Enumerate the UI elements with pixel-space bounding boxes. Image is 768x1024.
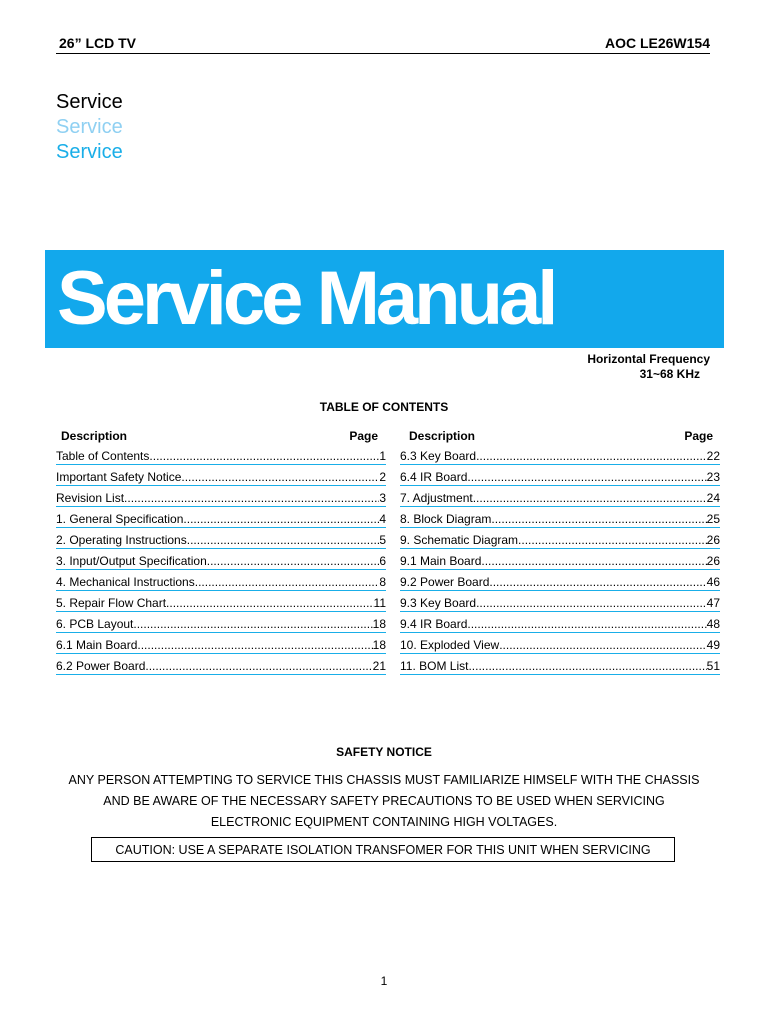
toc-entry-label: 9.2 Power Board — [400, 575, 490, 589]
toc-entry-label: Important Safety Notice — [56, 470, 182, 484]
toc-entry-label: 9.4 IR Board — [400, 617, 468, 631]
toc-entry-label: 9.3 Key Board — [400, 596, 477, 610]
toc-title: TABLE OF CONTENTS — [319, 400, 449, 414]
toc-entry-page: 5 — [379, 533, 386, 547]
toc-leader-dots — [499, 637, 706, 654]
service-manual-banner — [45, 250, 724, 348]
toc-entry-page: 11 — [373, 596, 386, 610]
service-label-blue: Service — [56, 141, 123, 163]
toc-leader-dots — [207, 553, 380, 570]
toc-entry-label: 1. General Specification — [56, 512, 184, 526]
toc-entry-link[interactable] — [400, 595, 720, 616]
toc-entry-link[interactable] — [56, 595, 386, 616]
toc-leader-dots — [133, 616, 372, 633]
toc-entry-link[interactable] — [56, 532, 386, 553]
toc-entry-link[interactable] — [400, 637, 720, 658]
toc-leader-dots — [195, 574, 380, 591]
toc-leader-dots — [518, 532, 707, 549]
safety-notice-text — [40, 770, 728, 833]
toc-entry-page: 25 — [706, 512, 720, 526]
toc-entry-page: 3 — [379, 491, 386, 505]
toc-entry-label: 6. PCB Layout — [56, 617, 134, 631]
toc-entry-link[interactable] — [400, 553, 720, 574]
toc-entry-link[interactable] — [400, 448, 720, 469]
toc-entry-page: 26 — [706, 554, 720, 568]
toc-entry-page: 6 — [379, 554, 386, 568]
horizontal-frequency-label: Horizontal Frequency — [587, 352, 710, 366]
toc-leader-dots — [473, 490, 707, 507]
safety-notice-title: SAFETY NOTICE — [336, 745, 432, 759]
caution-box: CAUTION: USE A SEPARATE ISOLATION TRANSFOMER FOR THIS UNIT WHEN SERVICING — [91, 837, 675, 862]
toc-entry-label: 6.2 Power Board — [56, 659, 146, 673]
toc-entry-label: 3. Input/Output Specification — [56, 554, 207, 568]
toc-entry-link[interactable] — [56, 574, 386, 595]
toc-entry-label: 4. Mechanical Instructions — [56, 575, 195, 589]
toc-entry-page: 46 — [706, 575, 720, 589]
toc-entry-page: 18 — [372, 638, 386, 652]
toc-entry-label: 5. Repair Flow Chart — [56, 596, 167, 610]
toc-entry-link[interactable] — [56, 553, 386, 574]
toc-entry-page: 18 — [372, 617, 386, 631]
toc-leader-dots — [149, 448, 379, 465]
toc-entry-link[interactable] — [400, 574, 720, 595]
toc-leader-dots — [481, 553, 706, 570]
toc-entry-label: Table of Contents — [56, 449, 150, 463]
toc-entry-link[interactable] — [400, 658, 720, 679]
toc-entry-link[interactable] — [400, 469, 720, 490]
safety-line: ANY PERSON ATTEMPTING TO SERVICE THIS CHASSIS MUST FAMILIARIZE HIMSELF WITH THE CHASSIS — [68, 773, 700, 787]
toc-description-header: Description — [409, 429, 476, 443]
toc-entry-page: 23 — [706, 470, 720, 484]
toc-leader-dots — [183, 511, 379, 528]
toc-entry-link[interactable] — [400, 532, 720, 553]
toc-leader-dots — [476, 595, 707, 612]
toc-leader-dots — [137, 637, 372, 654]
toc-page-header: Page — [349, 429, 378, 443]
toc-entry-page: 4 — [379, 512, 386, 526]
horizontal-frequency — [587, 352, 710, 382]
safety-line: ELECTRONIC EQUIPMENT CONTAINING HIGH VOLTAGES. — [210, 815, 558, 829]
toc-right-header — [400, 429, 720, 445]
toc-entry-link[interactable] — [400, 616, 720, 637]
toc-entry-link[interactable] — [400, 511, 720, 532]
service-label-black: Service — [56, 91, 123, 113]
toc-entry-link[interactable] — [56, 511, 386, 532]
document-header — [56, 35, 710, 54]
toc-entry-page: 26 — [706, 533, 720, 547]
toc-right-column — [400, 429, 720, 679]
banner-title: Service Manual — [57, 256, 555, 341]
toc-entry-page: 8 — [379, 575, 386, 589]
toc-leader-dots — [476, 448, 707, 465]
page-number: 1 — [380, 974, 388, 988]
toc-entry-label: 6.4 IR Board — [400, 470, 468, 484]
safety-line: AND BE AWARE OF THE NECESSARY SAFETY PRECAUTIONS TO BE USED WHEN SERVICING — [103, 794, 665, 808]
service-label-light-blue: Service — [56, 116, 123, 138]
toc-entry-label: 2. Operating Instructions — [56, 533, 187, 547]
toc-entry-link[interactable] — [400, 490, 720, 511]
toc-entry-label: 9. Schematic Diagram — [400, 533, 519, 547]
toc-entry-label: 8. Block Diagram — [400, 512, 492, 526]
toc-entry-page: 2 — [379, 470, 386, 484]
toc-leader-dots — [145, 658, 372, 675]
toc-leader-dots — [181, 469, 379, 486]
toc-entry-label: 9.1 Main Board — [400, 554, 482, 568]
header-model-size: 26” LCD TV — [59, 35, 137, 51]
horizontal-frequency-value: 31~68 KHz — [639, 367, 700, 381]
toc-entry-label: 6.1 Main Board — [56, 638, 138, 652]
toc-left-header — [56, 429, 386, 445]
toc-leader-dots — [124, 490, 379, 507]
toc-leader-dots — [467, 469, 706, 486]
toc-entry-label: 7. Adjustment — [400, 491, 473, 505]
toc-leader-dots — [489, 574, 706, 591]
toc-left-column — [56, 429, 386, 679]
toc-leader-dots — [467, 616, 706, 633]
toc-entry-label: Revision List — [56, 491, 125, 505]
toc-page-header: Page — [684, 429, 713, 443]
toc-entry-page: 1 — [379, 449, 386, 463]
toc-entry-link[interactable] — [56, 616, 386, 637]
toc-leader-dots — [187, 532, 380, 549]
toc-entry-label: 6.3 Key Board — [400, 449, 477, 463]
toc-entry-link[interactable] — [56, 637, 386, 658]
toc-entry-page: 21 — [372, 659, 386, 673]
toc-entry-page: 51 — [706, 659, 720, 673]
toc-entry-label: 11. BOM List — [400, 659, 469, 673]
toc-entry-link[interactable] — [56, 658, 386, 679]
toc-entry-page: 47 — [706, 596, 720, 610]
toc-leader-dots — [166, 595, 373, 612]
header-model-name: AOC LE26W154 — [604, 35, 710, 51]
toc-entry-page: 49 — [706, 638, 720, 652]
toc-entry-link[interactable] — [56, 469, 386, 490]
toc-leader-dots — [491, 511, 706, 528]
toc-entry-page: 24 — [706, 491, 720, 505]
toc-entry-link[interactable] — [56, 448, 386, 469]
toc-description-header: Description — [61, 429, 128, 443]
toc-entry-page: 22 — [706, 449, 720, 463]
toc-entry-page: 48 — [706, 617, 720, 631]
toc-entry-label: 10. Exploded View — [400, 638, 500, 652]
toc-entry-link[interactable] — [56, 490, 386, 511]
toc-leader-dots — [468, 658, 706, 675]
